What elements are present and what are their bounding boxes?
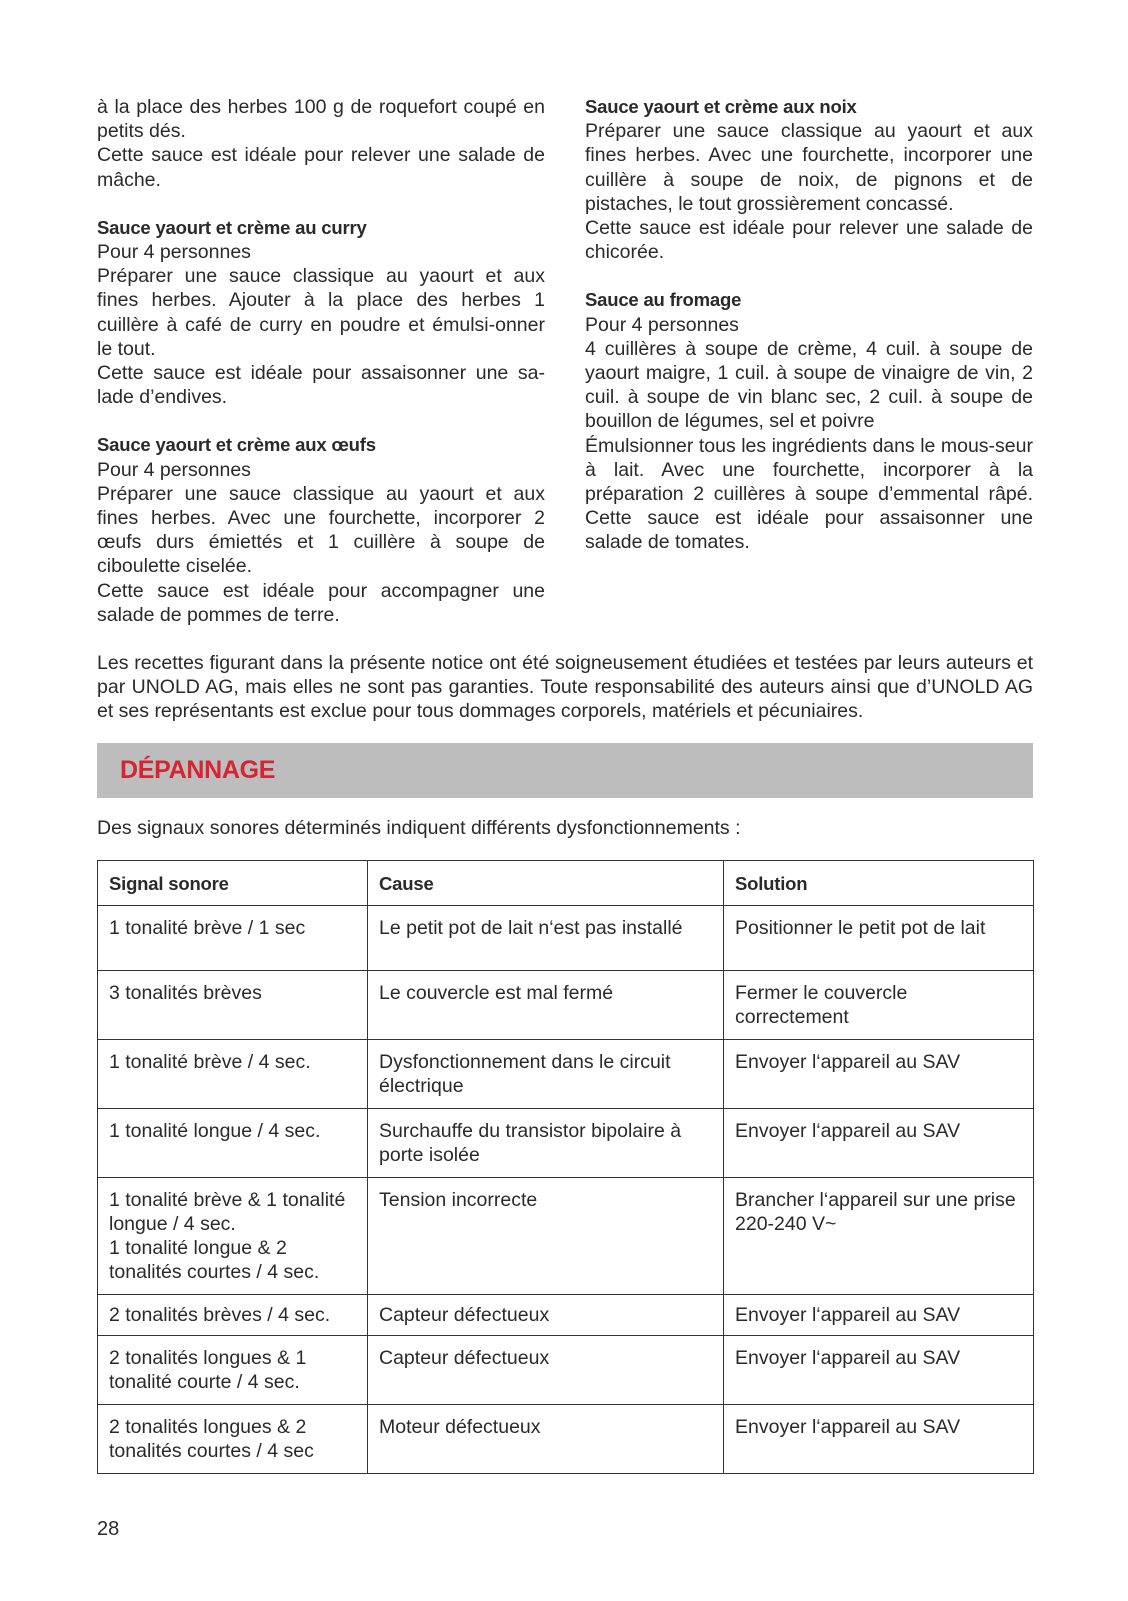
recipe-columns (97, 95, 1033, 627)
recipe-title-curry: Sauce yaourt et crème au curry (97, 216, 367, 238)
cell-cause: Tension incorrecte (368, 1177, 724, 1294)
cell-solution: Envoyer l‘appareil au SAV (724, 1294, 1034, 1335)
table-row (98, 1039, 1034, 1108)
cell-cause: Capteur défectueux (368, 1335, 724, 1404)
left-column (97, 95, 545, 627)
cell-solution: Brancher l‘appareil sur une prise 220-240 V~ (724, 1177, 1034, 1294)
table-row (98, 1335, 1034, 1404)
section-banner (97, 743, 1033, 798)
table-row (98, 1404, 1034, 1473)
cell-solution: Envoyer l‘appareil au SAV (724, 1404, 1034, 1473)
cell-cause: Surchauffe du transistor bipolaire à porte isolée (368, 1108, 724, 1177)
cell-solution: Envoyer l‘appareil au SAV (724, 1335, 1034, 1404)
roquefort-note: Cette sauce est idéale pour relever une salade de mâche. (97, 144, 545, 191)
cell-solution: Fermer le couvercle correctement (724, 970, 1034, 1039)
cell-cause: Moteur défectueux (368, 1404, 724, 1473)
recipe-note-eggs: Cette sauce est idéale pour accompagner une salade de pommes de terre. (97, 579, 545, 626)
troubleshooting-intro: Des signaux sonores déterminés indiquent différents dysfonctionnements : (97, 817, 741, 840)
table-row (98, 1294, 1034, 1335)
recipe-text-curry: Préparer une sauce classique au yaourt et aux fines herbes. Ajouter à la place des herbes 1 cuillère à café de curry en poudre et émulsi-onner le tout. (97, 265, 545, 360)
recipe-note-curry: Cette sauce est idéale pour assaisonner une sa-lade d’endives. (97, 362, 545, 409)
cell-cause: Capteur défectueux (368, 1294, 724, 1335)
cell-solution: Positionner le petit pot de lait (724, 905, 1034, 970)
cell-solution: Envoyer l‘appareil au SAV (724, 1039, 1034, 1108)
recipe-text-eggs: Préparer une sauce classique au yaourt et aux fines herbes. Avec une fourchette, incorporer 2 œufs durs émiettés et 1 cuillère à soupe de ciboulette ciselée. (97, 482, 545, 578)
recipe-ingredients-cheese: 4 cuillères à soupe de crème, 4 cuil. à soupe de yaourt maigre, 1 cuil. à soupe de vinaigre de vin, 2 cuil. à soupe de vin blanc sec, 2 cuil. à soupe de bouillon de légumes, sel et poivre (585, 337, 1033, 433)
header-cause: Cause (368, 860, 724, 905)
recipe-title-eggs: Sauce yaourt et crème aux œufs (97, 434, 376, 456)
recipe-servings-eggs: Pour 4 personnes (97, 458, 251, 481)
troubleshooting-table (97, 860, 1034, 1474)
recipe-servings-cheese: Pour 4 personnes (585, 313, 739, 336)
header-signal: Signal sonore (98, 860, 368, 905)
cell-signal: 3 tonalités brèves (98, 970, 368, 1039)
cell-signal: 1 tonalité brève / 1 sec (98, 905, 368, 970)
cell-signal: 1 tonalité brève / 4 sec. (98, 1039, 368, 1108)
cell-cause: Le petit pot de lait n‘est pas installé (368, 905, 724, 970)
recipe-note-nuts: Cette sauce est idéale pour relever une salade de chicorée. (585, 217, 1033, 264)
cell-cause: Le couvercle est mal fermé (368, 970, 724, 1039)
table-row (98, 905, 1034, 970)
cell-signal: 2 tonalités longues & 1 tonalité courte / 4 sec. (98, 1335, 368, 1404)
recipe-title-nuts: Sauce yaourt et crème aux noix (585, 96, 857, 117)
table-row (98, 1177, 1034, 1294)
recipe-servings-curry: Pour 4 personnes (97, 241, 251, 264)
header-solution: Solution (724, 860, 1034, 905)
cell-signal: 1 tonalité longue / 4 sec. (98, 1108, 368, 1177)
cell-cause: Dysfonctionnement dans le circuit électrique (368, 1039, 724, 1108)
table-row (98, 970, 1034, 1039)
cell-solution: Envoyer l‘appareil au SAV (724, 1108, 1034, 1177)
disclaimer-paragraph: Les recettes figurant dans la présente notice ont été soigneusement étudiées et testées par leurs auteurs et par UNOLD AG, mais elles ne sont pas garanties. Toute responsabilité des auteurs ainsi que d’UNOLD AG et ses représentants est exclue pour tous dommages corporels, matériels et pécuniaires. (97, 652, 1033, 723)
table-header-row (98, 860, 1034, 905)
page-number: 28 (97, 1518, 120, 1540)
recipe-title-cheese: Sauce au fromage (585, 289, 742, 311)
section-title: DÉPANNAGE (120, 756, 276, 785)
table-row (98, 1108, 1034, 1177)
recipe-text-cheese: Émulsionner tous les ingrédients dans le mous-seur à lait. Avec une fourchette, incorporer à la préparation 2 cuillères à soupe d’emmental râpé. Cette sauce est idéale pour assaisonner une salade de tomates. (585, 434, 1033, 554)
right-column (585, 95, 1033, 627)
cell-signal: 1 tonalité brève & 1 tonalité longue / 4 sec. 1 tonalité longue & 2 tonalités courtes / 4 sec. (98, 1177, 368, 1294)
roquefort-instruction: à la place des herbes 100 g de roquefort coupé en petits dés. (97, 96, 545, 143)
manual-page (97, 95, 1033, 1474)
cell-signal: 2 tonalités longues & 2 tonalités courtes / 4 sec (98, 1404, 368, 1473)
cell-signal: 2 tonalités brèves / 4 sec. (98, 1294, 368, 1335)
recipe-text-nuts: Préparer une sauce classique au yaourt et aux fines herbes. Avec une fourchette, incorporer une cuillère à soupe de noix, de pignons et de pistaches, le tout grossièrement concassé. (585, 120, 1033, 215)
